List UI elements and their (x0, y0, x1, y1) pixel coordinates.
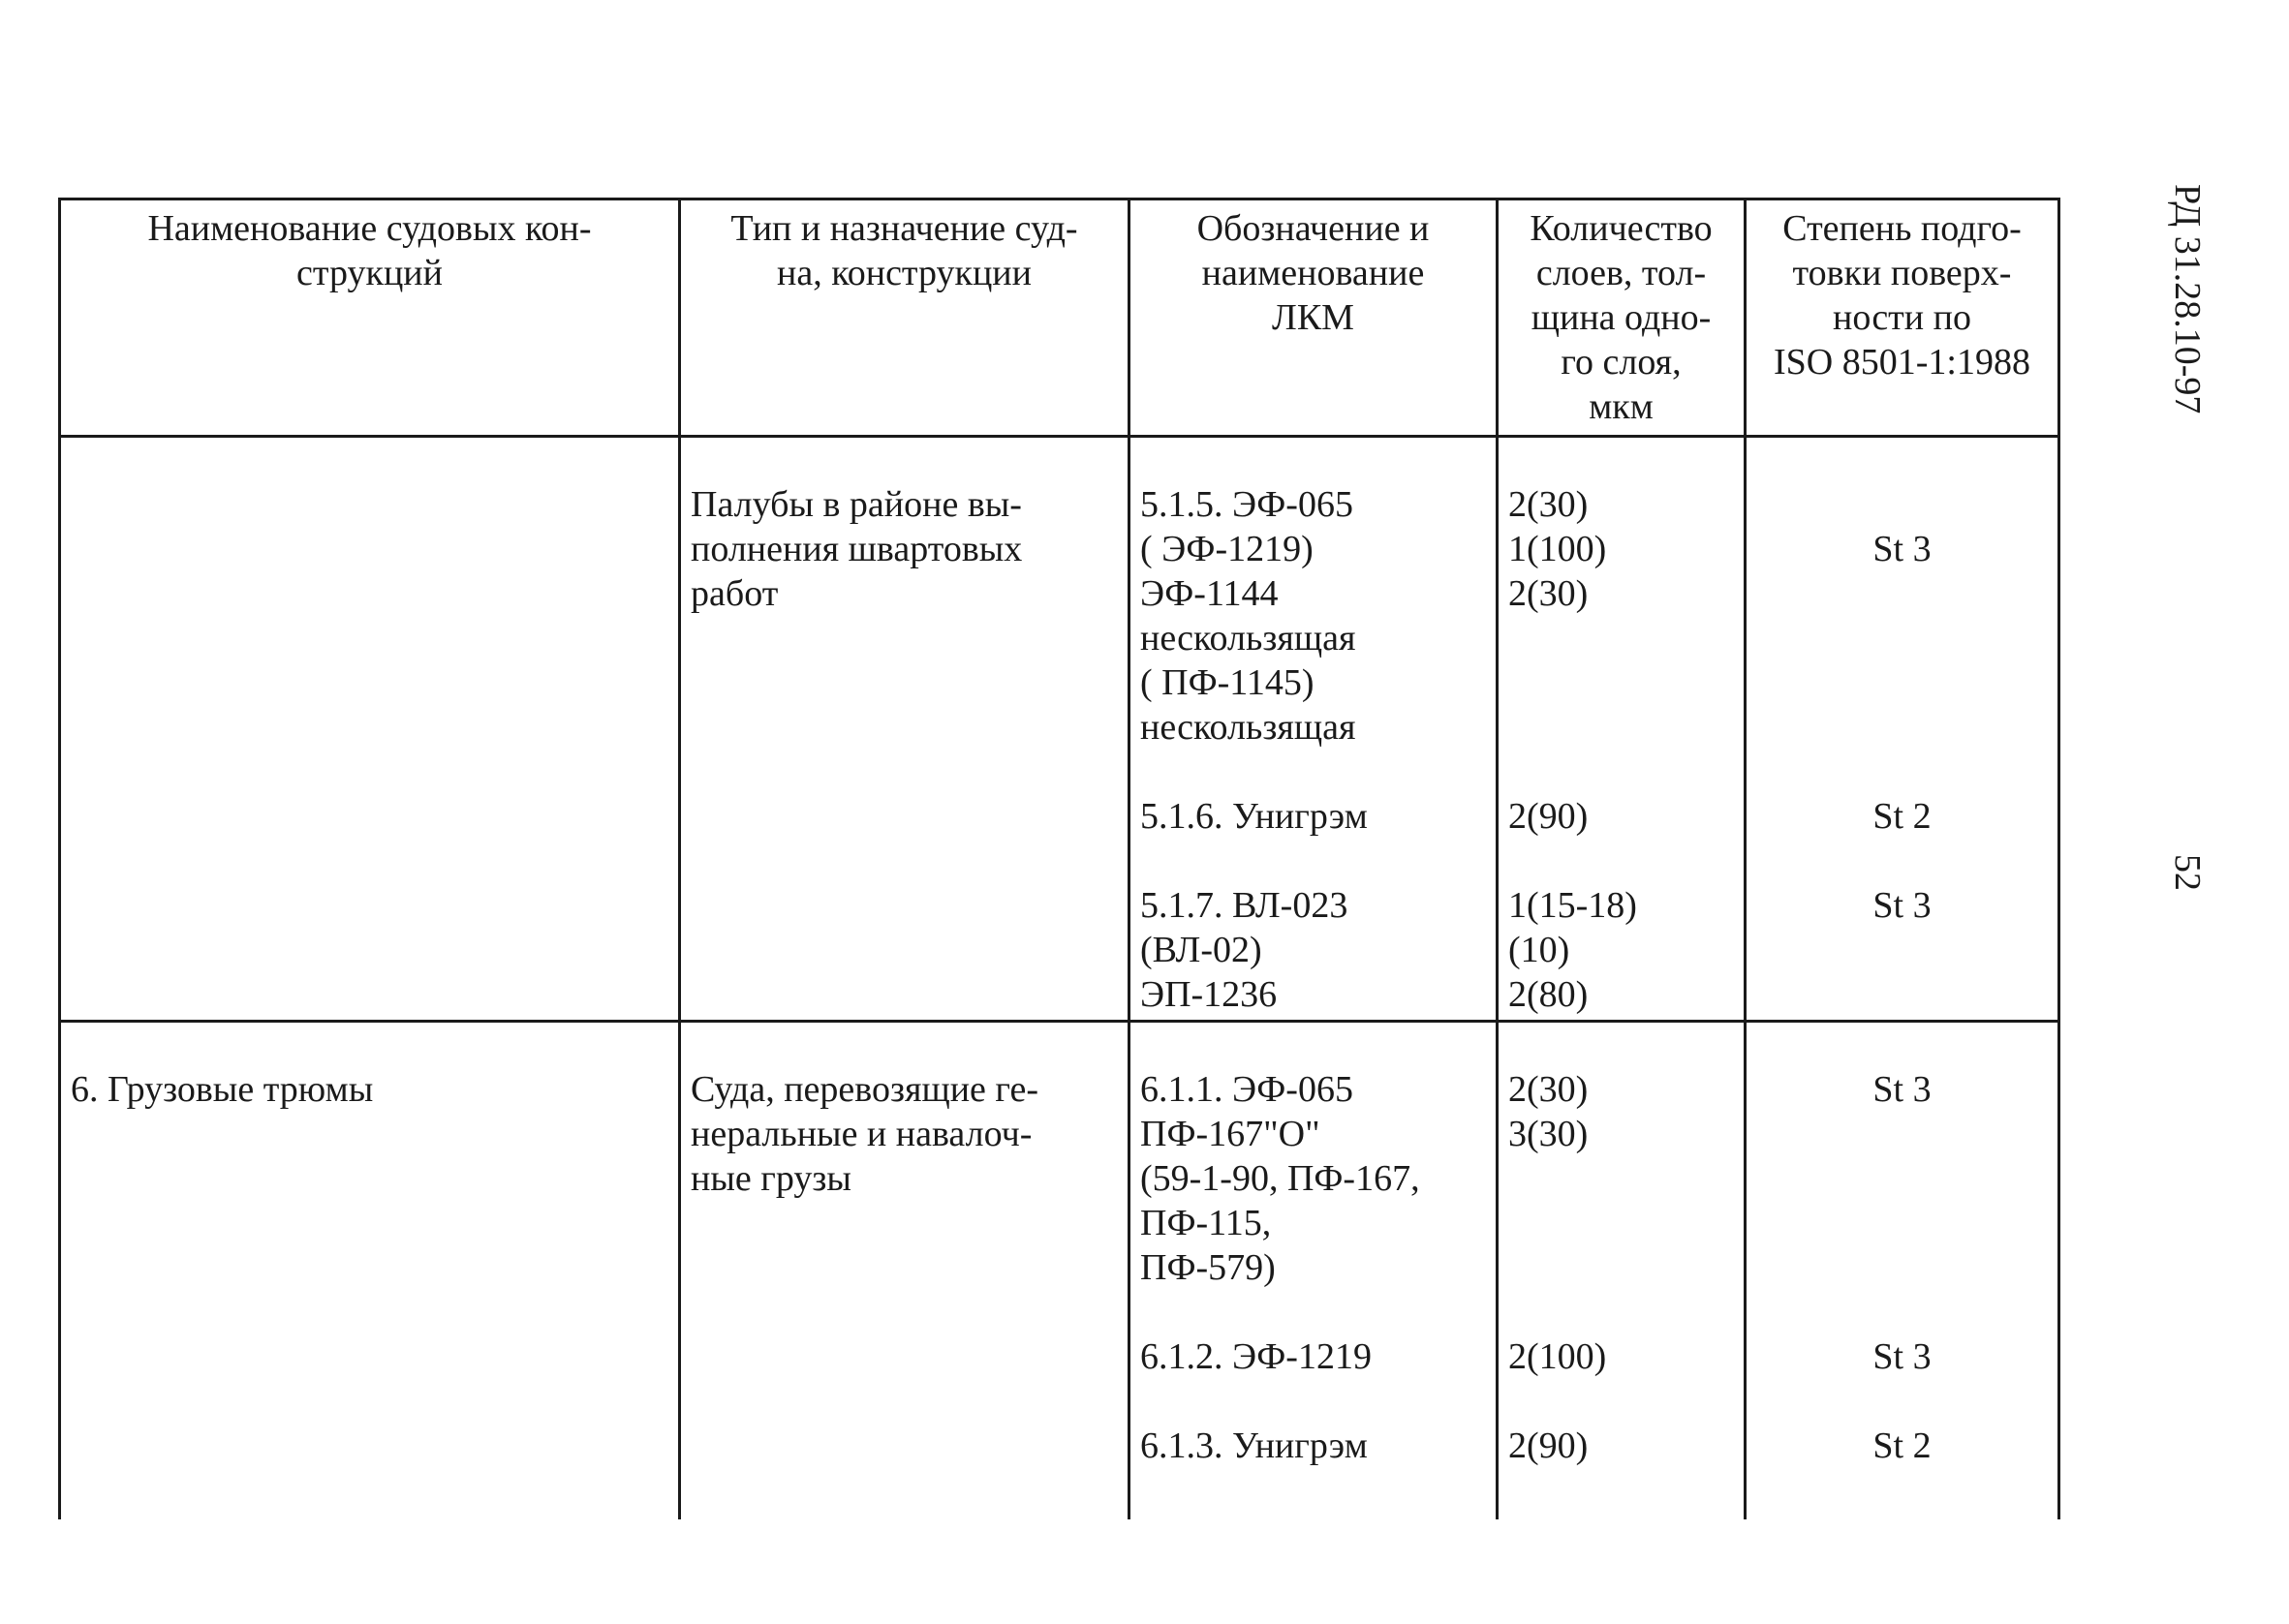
grade-5-1-6: St 2 (1872, 796, 1932, 837)
material-5-1-6: 5.1.6. Унигрэм (1140, 796, 1368, 837)
cell-grade-6 (1746, 1022, 2059, 1519)
grade-6-1-3: St 2 (1872, 1425, 1932, 1466)
header-surface-grade: Степень подго- товки поверх- ности по ISO 8501-1:1988 (1746, 199, 2059, 437)
material-6-1-1: 6.1.1. ЭФ-065 ПФ-167"О" (59-1-90, ПФ-167, ПФ-115, ПФ-579) (1140, 1069, 1420, 1288)
header-construction-name: Наименование судовых кон- струкций (60, 199, 680, 437)
layers-6-1-1: 2(30) 3(30) (1508, 1069, 1589, 1154)
layers-6-1-2: 2(100) (1508, 1336, 1607, 1377)
material-6-1-3: 6.1.3. Унигрэм (1140, 1425, 1368, 1466)
material-5-1-5: 5.1.5. ЭФ-065 ( ЭФ-1219) ЭФ-1144 нескользящая ( ПФ-1145) нескользящая (1140, 484, 1356, 748)
cell-purpose-5 (680, 437, 1129, 1022)
grade-5-1-5: St 3 (1872, 529, 1932, 569)
grade-6-1-2: St 3 (1872, 1336, 1932, 1377)
coatings-table (58, 198, 2060, 1519)
purpose-text-6: Суда, перевозящие ге- неральные и навалоч- ные грузы (691, 1069, 1039, 1199)
grade-6-1-1: St 3 (1872, 1069, 1932, 1110)
material-6-1-2: 6.1.2. ЭФ-1219 (1140, 1336, 1372, 1377)
header-coating-designation: Обозначение и наименование ЛКМ (1129, 199, 1498, 437)
cell-layers-5 (1498, 437, 1746, 1022)
cell-layers-6 (1498, 1022, 1746, 1519)
header-row (60, 199, 2059, 437)
header-layer-count: Количество слоев, тол- щина одно- го слоя, мкм (1498, 199, 1746, 437)
layers-5-1-5: 2(30) 1(100) 2(30) (1508, 484, 1607, 614)
grade-5-1-7: St 3 (1872, 885, 1932, 926)
cell-construction-6 (60, 1022, 680, 1519)
cell-purpose-6 (680, 1022, 1129, 1519)
cell-grade-5 (1746, 437, 2059, 1022)
table-row-section-5 (60, 437, 2059, 1022)
layers-5-1-6: 2(90) (1508, 796, 1589, 837)
cell-materials-5 (1129, 437, 1498, 1022)
construction-text-6: 6. Грузовые трюмы (71, 1069, 374, 1110)
cell-materials-6 (1129, 1022, 1498, 1519)
material-5-1-7: 5.1.7. ВЛ-023 (ВЛ-02) ЭП-1236 (1140, 885, 1348, 1015)
page-number: 52 (2167, 854, 2208, 891)
table-row-section-6 (60, 1022, 2059, 1519)
document-code: РД 31.28.10-97 (2167, 184, 2208, 414)
purpose-text-5: Палубы в районе вы- полнения швартовых работ (691, 484, 1023, 614)
layers-5-1-7: 1(15-18) (10) 2(80) (1508, 885, 1637, 1015)
header-vessel-type: Тип и назначение суд- на, конструкции (680, 199, 1129, 437)
layers-6-1-3: 2(90) (1508, 1425, 1589, 1466)
cell-construction-5 (60, 437, 680, 1022)
